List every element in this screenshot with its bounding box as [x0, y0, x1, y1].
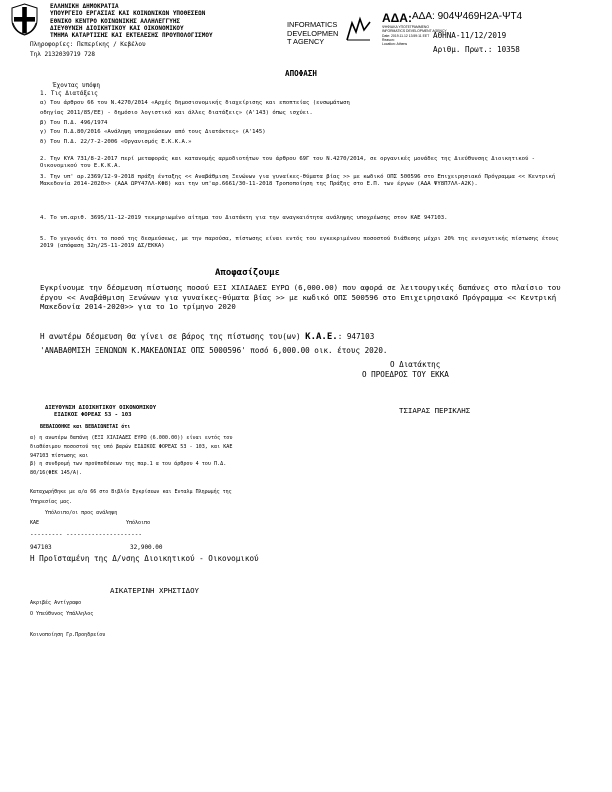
head-of-department: Η Προϊσταμένη της Δ/νσης Διοικητικού - Οικονομικού — [30, 554, 259, 563]
charge-prefix: Η ανωτέρω δέσμευση θα γίνει σε βάρος της πίστωσης του(ων) — [40, 332, 306, 341]
agency-line: DEVELOPMEN — [287, 28, 339, 38]
stamp-fine-line: ΨΗΦΙΑΚΑ ΥΠΟΓΕΓΡΑΜΜΕΝΟ — [382, 25, 430, 29]
consideration-item-2: 2. Την ΚΥΑ 731/8-2-2017 περί μεταφοράς και κατανομής αρμοδιοτήτων του άρθρου 69Γ του Ν.4270/2014, σε οργανικές μονάδες της Διεύθυνσης Διοικητικού - Οικονομικού του Ε.Κ.Κ.Α. — [40, 156, 536, 169]
info-line: Πληροφορίες: Πεπερίκης / Κεβέλου — [30, 41, 146, 48]
verification-line: διαθέσιμου ποσοστού της υπό βαρών ΕΙΔΙΚΟΣ ΦΟΡΕΑΣ 53 - 103, και ΚΑΕ — [30, 443, 233, 450]
stamp-fine-line: Location: Athens — [382, 42, 408, 47]
department-block — [45, 405, 156, 419]
copy-officer-label: Ο Υπεύθυνος Υπάλληλος — [30, 611, 94, 617]
stamp-fine-line: INFORMATICS DEVELOPMENT AGENCY — [382, 29, 447, 34]
issuer-line: ΕΘΝΙΚΟ ΚΕΝΤΡΟ ΚΟΙΝΩΝΙΚΗΣ ΑΛΛΗΛΕΓΓΥΗΣ — [50, 17, 181, 25]
head-name: ΑΙΚΑΤΕΡΙΝΗ ΧΡΗΣΤΙΔΟΥ — [110, 586, 199, 595]
tel-line: Τηλ 2132039719 728 — [30, 51, 96, 58]
balance-col-kae: ΚΑΕ — [30, 520, 40, 526]
issuer-block — [50, 3, 213, 39]
consideration-item-5: 5. Το γεγονός ότι το ποσό της δεσμεύσεως, με την παρούσα, πίστωσης είναι εντός του εγκεκριμένου ποσοστού διάθεσης μέχρι 20% της ενισχυτικής πίστωσης έτους 2019 (απόφαση 32η/25-11-2019 ΔΣ/ΕΚΚΑ) — [40, 236, 559, 249]
registered-line-2: Υπηρεσίας μας. — [30, 499, 73, 505]
provision-line: γ) Του Π.Δ.80/2016 «Ανάληψη υποχρεώσεων από τους Διατάκτες» (Α'145) — [40, 129, 266, 136]
department-line: ΔΙΕΥΘΥΝΣΗ ΔΙΟΙΚΗΤΙΚΟΥ ΟΙΚΟΝΟΜΙΚΟΥ — [45, 405, 157, 411]
charge-suffix: : 947103 — [337, 332, 375, 341]
considering-label: Έχοντας υπόψη — [53, 82, 100, 89]
charge-kae-label: Κ.Α.Ε. — [305, 332, 338, 342]
stamp-label: ΑΔΑ: — [382, 11, 412, 25]
agency-block — [287, 21, 338, 47]
department-line: ΕΙΔΙΚΟΣ ΦΟΡΕΑΣ 53 - 103 — [54, 412, 132, 419]
balance-divider: --------- --------------------- — [30, 531, 142, 538]
greek-emblem-icon — [10, 3, 39, 36]
issuer-line: ΥΠΟΥΡΓΕΙΟ ΕΡΓΑΣΙΑΣ ΚΑΙ ΚΟΙΝΩΝΙΚΩΝ ΥΠΟΘΕΣΕΩΝ — [50, 10, 206, 18]
exact-copy-label: Ακριβές Αντίγραφο — [30, 600, 82, 606]
charge-line — [40, 332, 374, 342]
verification-line: 80/16(ΦΕΚ 145/Α). — [30, 470, 83, 477]
provision-line: οδηγίας 2011/85/ΕΕ) - δημόσιο λογιστικό και άλλες διατάξεις» (Α'143) όπως ισχύει. — [40, 109, 313, 116]
balance-title: Υπόλοιπο/οι προς ανάληψη — [45, 510, 118, 516]
decision-title: ΑΠΟΦΑΣΗ — [285, 69, 318, 78]
notification-line: Κοινοποίηση Γρ.Προηδρείου — [30, 632, 106, 638]
balance-col-amount: Υπόλοιπο — [126, 520, 151, 526]
charge-line-2: 'ΑΝΑΒΑΘΜΙΣΗ ΞΕΝΩΝΩΝ Κ.ΜΑΚΕΔΟΝΙΑΣ ΟΠΣ 5000596' ποσό 6,000.00 οικ. έτους 2020. — [40, 346, 388, 355]
authorizer-role: Ο ΠΡΟΕΔΡΟΣ ΤΟΥ ΕΚΚΑ — [362, 370, 449, 379]
provision-line: β) Του Π.Δ. 496/1974 — [40, 119, 108, 126]
protocol-number: Αριθμ. Πρωτ.: 10358 — [433, 45, 520, 54]
ada-number: ΑΔΑ: 904Ψ469Η2Α-ΨΤ4 — [412, 11, 523, 22]
provisions-list — [40, 99, 350, 148]
authorizer-label: Ο Διατάκτης — [390, 360, 441, 369]
balance-row-kae: 947103 — [30, 544, 52, 551]
provision-line: α) Του άρθρου 66 του Ν.4270/2014 «Αρχές δημοσιονομικής διαχείρισης και εποπτείας (ενσωμάτωση — [40, 100, 350, 106]
agency-line: T AGENCY — [287, 37, 325, 47]
issuer-line: ΕΛΛΗΝΙΚΗ ΔΗΜΟΚΡΑΤΙΑ — [50, 3, 119, 10]
verification-line: β) η συνδρομή των προϋποθέσεων της παρ.1 α του άρθρου 4 του Π.Δ. — [30, 461, 227, 468]
stamp-fine-line: Date: 2019.11.12 13:59:11 EET — [382, 33, 430, 38]
provisions-title: 1. Τις Διατάξεις — [40, 90, 98, 97]
verification-line: 947103 πίστωσης και — [30, 452, 89, 459]
stamp-fine-line: Reason: — [382, 37, 395, 42]
place-date: ΑΘΗΝΑ-11/12/2019 — [433, 31, 507, 40]
issuer-line: ΤΜΗΜΑ ΚΑΤΑΡΤΙΣΗΣ ΚΑΙ ΕΚΤΕΛΕΣΗΣ ΠΡΟΥΠΟΛΟΓΙΣΜΟΥ — [50, 32, 213, 40]
approval-paragraph: Εγκρίνουμε την δέσμευση πίστωσης ποσού ΕΞΙ ΧΙΛΙΑΔΕΣ ΕΥΡΩ (6,000.00) που αφορά σε λειτουργικές δαπάνες στο πλαίσιο του έργου << Αναβάθμιση Ξενώνων για γυναίκες-θύματα βίας >> με κωδικό ΟΠΣ 500596 στο Επιχειρησιακό Πρόγραμμα << Κεντρική Μακεδονία 2014-2020>> για το 1ο τρίμηνο 2020 — [40, 283, 561, 311]
signatory-name: ΤΣΙΑΡΑΣ ΠΕΡΙΚΛΗΣ — [399, 406, 471, 415]
consideration-item-3: 3. Την υπ' αρ.2369/12-9-2018 πράξη ένταξης << Αναβάθμιση Ξενώνων για γυναίκες-θύματα βίας >> με κωδικό ΟΠΣ 500596 στο Επιχειρησιακό Πρόγραμμα << Κεντρική Μακεδονία 2014-2020>> (ΑΔΑ ΩΡΥ47ΛΛ-ΚΦ8) και την υπ'αρ.6661/30-11-2018 Τροποποίηση της Πράξης στο Ε.Π. των έργων (ΑΔΑ ΨΥ8Π7ΛΛ-Α2Κ). — [40, 174, 556, 187]
registered-line: Καταχωρήθηκε με α/α 66 στο Βιβλίο Εγκρίσεων και Ενταλμ Πληρωμής της — [30, 489, 232, 495]
balance-row-amount: 32,900.00 — [130, 544, 163, 551]
agency-line: INFORMATICS — [287, 20, 338, 29]
we-approve-heading: Αποφασίζουμε — [215, 268, 281, 278]
verification-list — [30, 434, 232, 478]
verified-label: ΒΕΒΑΙΩΘΗΚΕ και ΒΕΒΑΙΩΝΕΤΑΙ ότι — [40, 424, 131, 430]
verification-line: α) η ανωτέρω δαπάνη (ΕΞΙ ΧΙΛΙΑΔΕΣ ΕΥΡΩ (6.000.00)) είναι εντός του — [30, 435, 233, 441]
provision-line: δ) Του Π.Δ. 22/7-2-2006 «Οργανισμός Ε.Κ.Κ.Α.» — [40, 139, 192, 146]
agency-logo-icon — [345, 15, 372, 42]
consideration-item-4: 4. Το υπ.αριθ. 3695/11-12-2019 τεκμηριωμένο αίτημα του Διατάκτη για την αναγκαιότητα ανάληψης υποχρέωσης στον ΚΑΕ 947103. — [40, 215, 448, 221]
issuer-line: ΔΙΕΥΘΥΝΣΗ ΔΙΟΙΚΗΤΙΚΟΥ ΚΑΙ ΟΙΚΟΝΟΜΙΚΟΥ — [50, 24, 184, 32]
